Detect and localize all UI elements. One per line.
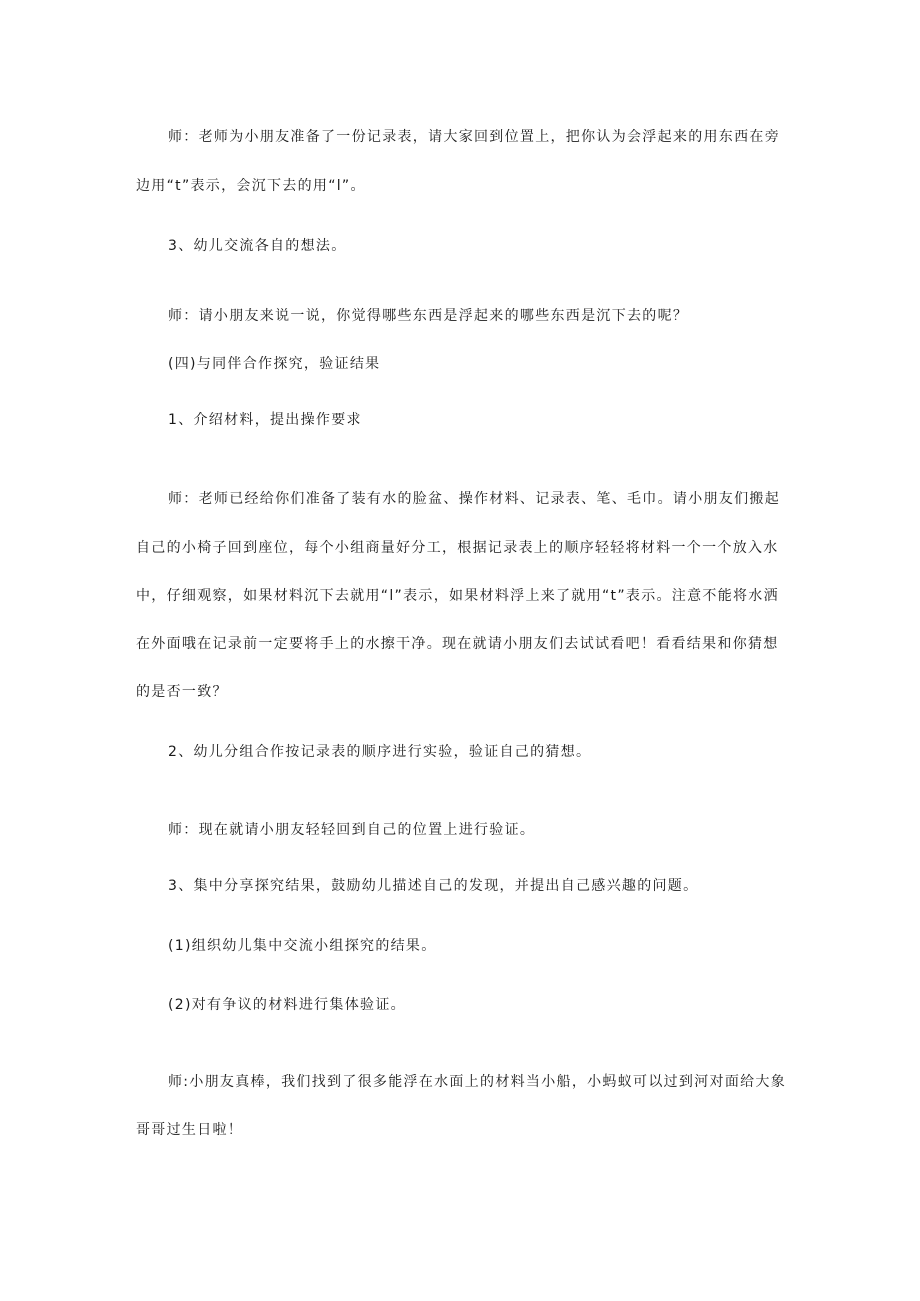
paragraph-3-line-1: 师：请小朋友来说一说，你觉得哪些东西是浮起来的哪些东西是沉下去的呢？ bbox=[168, 308, 689, 324]
section-heading-4: (四)与同伴合作探究，验证结果 bbox=[168, 356, 381, 372]
paragraph-5-line-1: 1、介绍材料，提出操作要求 bbox=[168, 412, 362, 428]
paragraph-8-line-1: 师：现在就请小朋友轻轻回到自己的位置上进行验证。 bbox=[168, 822, 536, 838]
paragraph-6-line-4: 在外面哦在记录前一定要将手上的水擦干净。现在就请小朋友们去试试看吧！看看结果和你猜想 bbox=[136, 636, 779, 652]
paragraph-10-line-1: (1)组织幼儿集中交流小组探究的结果。 bbox=[168, 938, 437, 954]
paragraph-6-line-5: 的是否一致？ bbox=[136, 684, 228, 700]
paragraph-1-line-1: 师：老师为小朋友准备了一份记录表，请大家回到位置上，把你认为会浮起来的用东西在旁 bbox=[168, 129, 780, 145]
paragraph-1-line-2: 边用“t”表示，会沉下去的用“l”。 bbox=[136, 178, 366, 194]
paragraph-6-line-3: 中，仔细观察，如果材料沉下去就用“l”表示，如果材料浮上来了就用“t”表示。注意不能将水洒 bbox=[136, 588, 779, 604]
paragraph-12-line-1: 师:小朋友真棒，我们找到了很多能浮在水面上的材料当小船，小蚂蚁可以过到河对面给大象 bbox=[168, 1074, 787, 1090]
paragraph-11-line-1: (2)对有争议的材料进行集体验证。 bbox=[168, 997, 406, 1013]
paragraph-6-line-2: 自己的小椅子回到座位，每个小组商量好分工，根据记录表上的顺序轻轻将材料一个一个放入水 bbox=[136, 540, 779, 556]
paragraph-7-line-1: 2、幼儿分组合作按记录表的顺序进行实验，验证自己的猜想。 bbox=[168, 744, 592, 760]
paragraph-9-line-1: 3、集中分享探究结果，鼓励幼儿描述自己的发现，并提出自己感兴趣的问题。 bbox=[168, 878, 699, 894]
paragraph-12-line-2: 哥哥过生日啦！ bbox=[136, 1122, 244, 1138]
paragraph-2-line-1: 3、幼儿交流各自的想法。 bbox=[168, 238, 347, 254]
paragraph-6-line-1: 师：老师已经给你们准备了装有水的脸盆、操作材料、记录表、笔、毛巾。请小朋友们搬起 bbox=[168, 491, 780, 507]
